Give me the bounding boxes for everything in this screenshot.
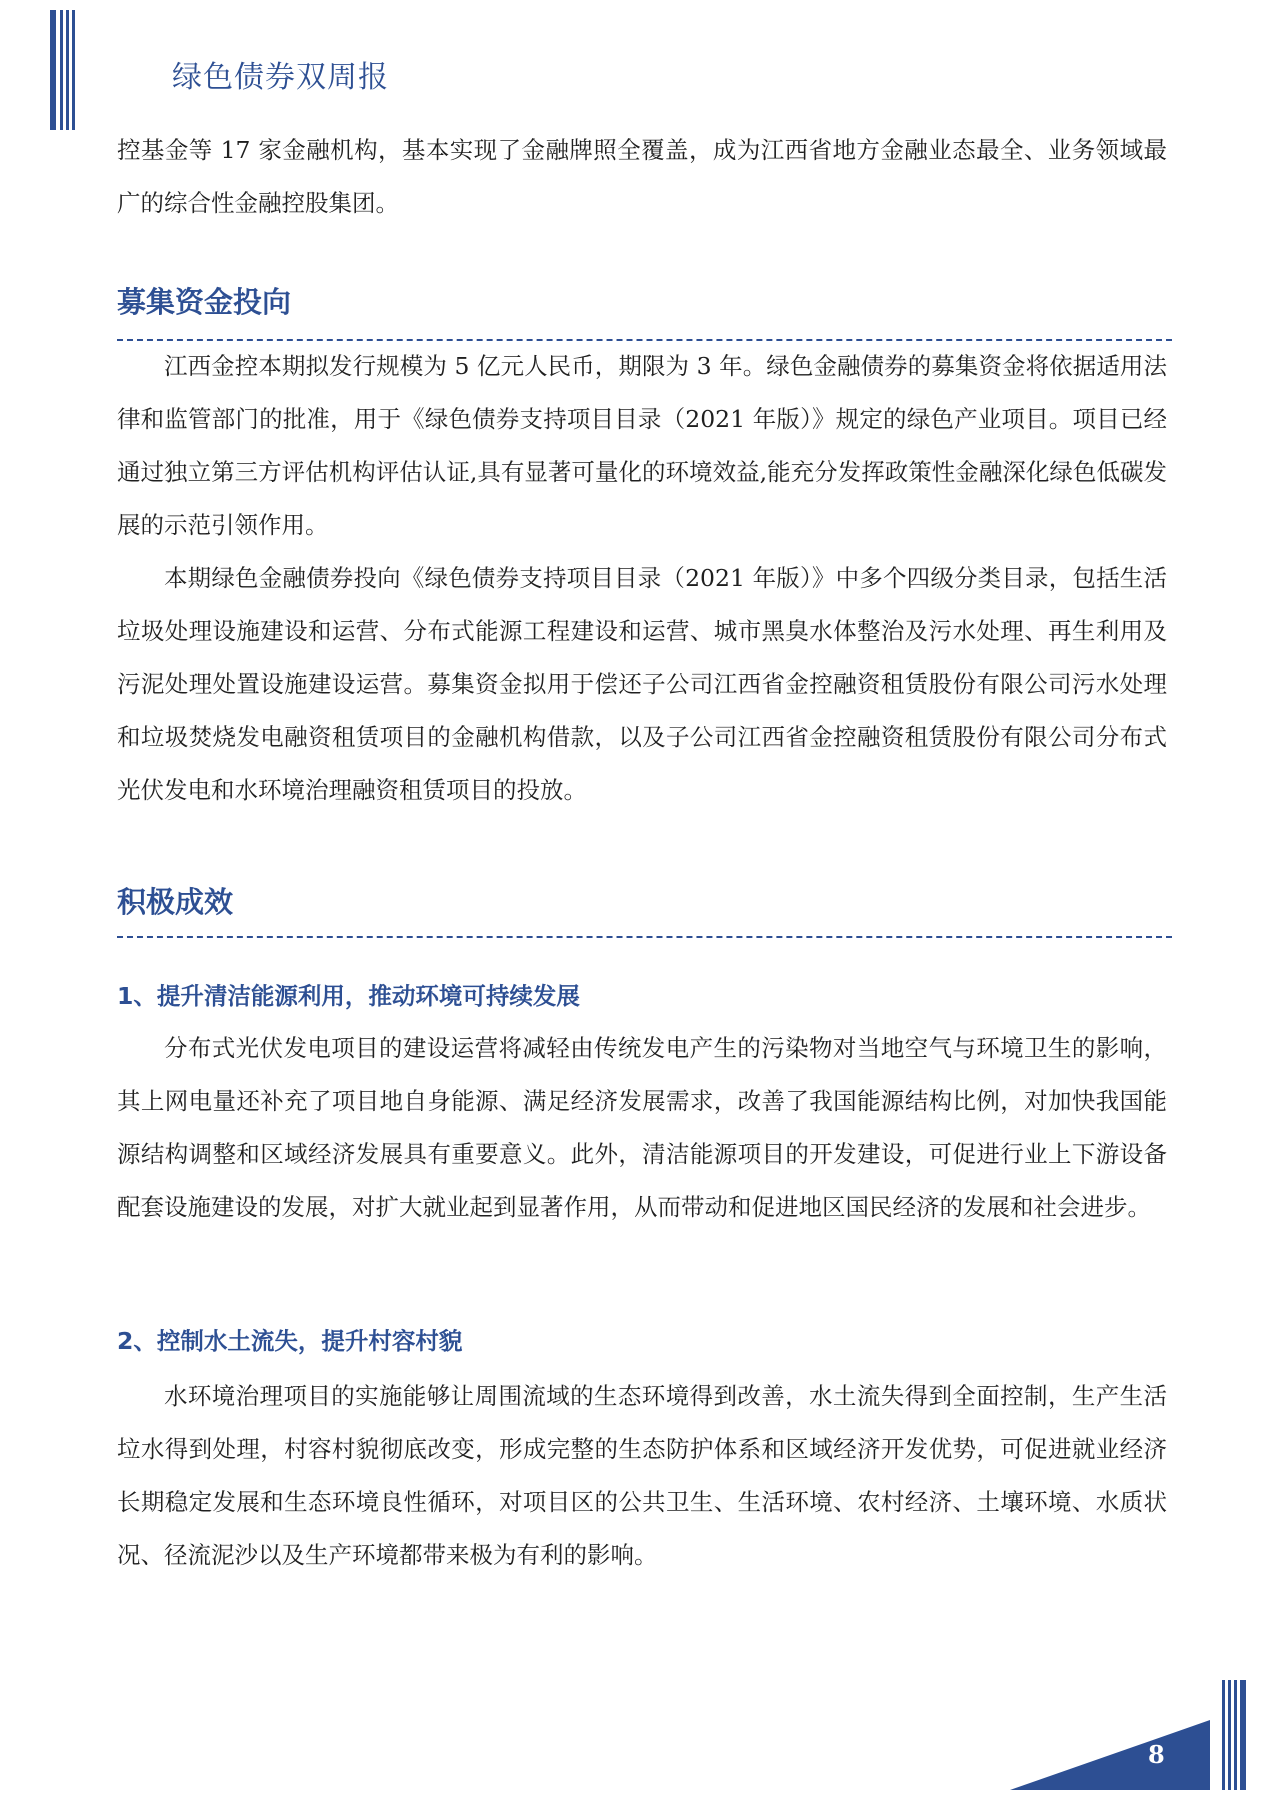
intro-paragraph: 控基金等 17 家金融机构，基本实现了金融牌照全覆盖，成为江西省地方金融业态最全、业务领域最广的综合性金融控股集团。 bbox=[117, 136, 1167, 217]
effect-block-2 bbox=[117, 1370, 1167, 1582]
section-title-effects: 积极成效 bbox=[117, 885, 234, 919]
effect-heading-2: 2、控制水土流失，提升村容村貌 bbox=[117, 1327, 463, 1355]
effect-paragraph-2: 水环境治理项目的实施能够让周围流域的生态环境得到改善，水土流失得到全面控制，生产生活垃水得到处理，村容村貌彻底改变，形成完整的生态防护体系和区域经济开发优势，可促进就业经济长期稳定发展和生态环境良性循环，对项目区的公共卫生、生活环境、农村经济、土壤环境、水质状况、径流泥沙以及生产环境都带来极为有利的影响。 bbox=[117, 1382, 1167, 1569]
effect-block-1 bbox=[117, 1022, 1167, 1234]
footer-decoration-bars bbox=[1222, 1680, 1252, 1790]
header-decoration-bars bbox=[50, 10, 80, 130]
document-header-title: 绿色债券双周报 bbox=[172, 60, 389, 95]
funds-paragraph-1: 江西金控本期拟发行规模为 5 亿元人民币，期限为 3 年。绿色金融债券的募集资金将依据适用法律和监管部门的批准，用于《绿色债券支持项目目录（2021 年版）》规定的绿色产业项目。项目已经通过独立第三方评估机构评估认证,具有显著可量化的环境效益,能充分发挥政策性金融深化绿色低碳发展的示范引领作用。 bbox=[117, 352, 1167, 539]
section-divider bbox=[117, 936, 1172, 938]
page-number: 8 bbox=[1148, 1740, 1165, 1769]
intro-block bbox=[117, 124, 1167, 230]
footer-triangle-decoration bbox=[1010, 1720, 1210, 1790]
effect-heading-1: 1、提升清洁能源利用，推动环境可持续发展 bbox=[117, 982, 580, 1010]
funds-paragraph-2: 本期绿色金融债券投向《绿色债券支持项目目录（2021 年版）》中多个四级分类目录，包括生活垃圾处理设施建设和运营、分布式能源工程建设和运营、城市黑臭水体整治及污水处理、再生利用及污泥处理处置设施建设运营。募集资金拟用于偿还子公司江西省金控融资租赁股份有限公司污水处理和垃圾焚烧发电融资租赁项目的金融机构借款，以及子公司江西省金控融资租赁股份有限公司分布式光伏发电和水环境治理融资租赁项目的投放。 bbox=[117, 564, 1167, 804]
section-title-funds: 募集资金投向 bbox=[117, 285, 292, 319]
funds-block bbox=[117, 340, 1167, 817]
effect-paragraph-1: 分布式光伏发电项目的建设运营将减轻由传统发电产生的污染物对当地空气与环境卫生的影响，其上网电量还补充了项目地自身能源、满足经济发展需求，改善了我国能源结构比例，对加快我国能源结构调整和区域经济发展具有重要意义。此外，清洁能源项目的开发建设，可促进行业上下游设备配套设施建设的发展，对扩大就业起到显著作用，从而带动和促进地区国民经济的发展和社会进步。 bbox=[117, 1034, 1167, 1221]
